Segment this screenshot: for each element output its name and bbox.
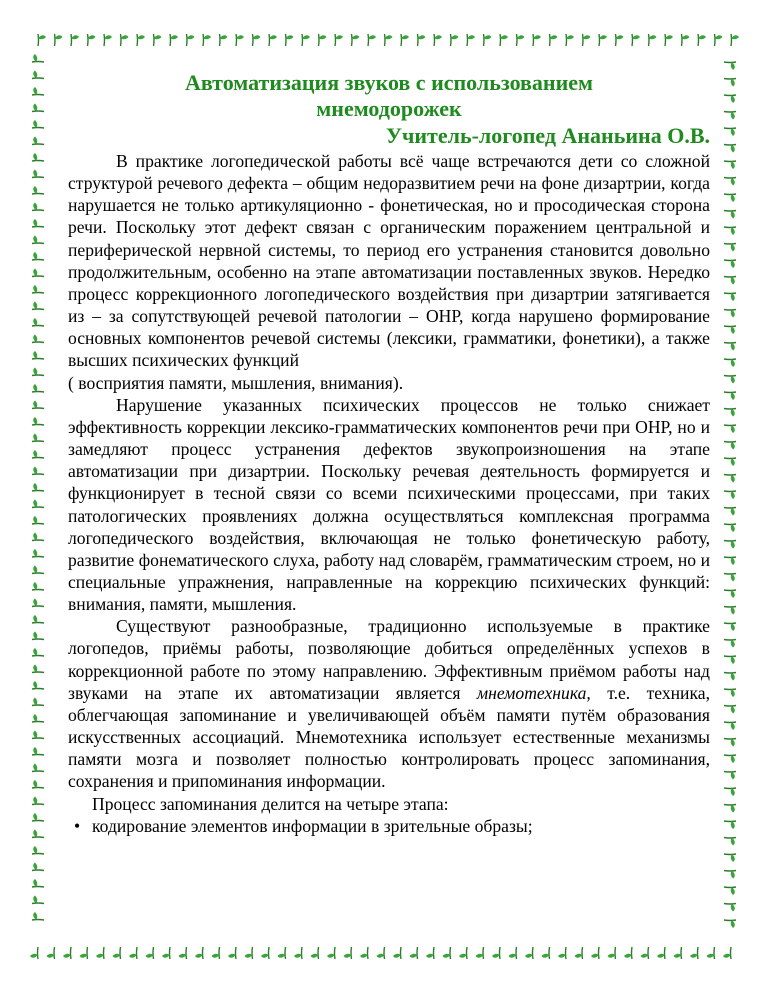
- leaf-icon: [401, 34, 409, 46]
- leaf-icon: [724, 260, 736, 268]
- leaf-icon: [724, 673, 736, 681]
- bullet-marker: •: [74, 815, 81, 836]
- leaf-icon: [724, 409, 736, 417]
- leaf-icon: [352, 34, 360, 46]
- leaf-icon: [32, 797, 44, 805]
- leaf-icon: [203, 34, 211, 46]
- leaf-icon: [302, 34, 310, 46]
- leaf-icon: [724, 788, 736, 796]
- leaf-icon: [32, 186, 44, 194]
- leaf-icon: [104, 34, 112, 46]
- leaf-icon: [32, 219, 44, 227]
- leaf-icon: [32, 516, 44, 524]
- leaf-icon: [724, 475, 736, 483]
- leaf-icon: [724, 871, 736, 879]
- leaf-icon: [32, 549, 44, 557]
- leaf-icon: [32, 120, 44, 128]
- paragraph-1-continuation: ( восприятия памяти, мышления, внимания).: [68, 372, 404, 393]
- document-body: [68, 70, 710, 837]
- leaf-icon: [32, 137, 44, 145]
- leaf-icon: [32, 104, 44, 112]
- leaf-icon: [32, 912, 44, 920]
- leaf-icon: [724, 112, 736, 120]
- leaf-icon: [368, 34, 376, 46]
- leaf-icon: [426, 947, 434, 959]
- leaf-icon: [492, 947, 500, 959]
- leaf-icon: [724, 656, 736, 664]
- leaf-icon: [113, 947, 121, 959]
- leaf-icon: [32, 500, 44, 508]
- leaf-icon: [187, 34, 195, 46]
- leaf-icon: [47, 947, 55, 959]
- leaf-icon: [724, 62, 736, 70]
- leaf-icon: [724, 442, 736, 450]
- leaf-icon: [575, 947, 583, 959]
- leaf-icon: [724, 491, 736, 499]
- leaf-icon: [32, 417, 44, 425]
- leaf-icon: [32, 302, 44, 310]
- leaf-icon: [129, 947, 137, 959]
- leaf-icon: [724, 623, 736, 631]
- leaf-icon: [724, 95, 736, 103]
- leaf-icon: [509, 947, 517, 959]
- leaf-icon: [724, 161, 736, 169]
- term-mnemotechnics: мнемотехника,: [476, 682, 591, 703]
- leaf-icon: [724, 689, 736, 697]
- paragraph-4: Процесс запоминания делится на четыре этапа:: [92, 793, 449, 814]
- leaf-icon: [724, 293, 736, 301]
- leaf-icon: [32, 582, 44, 590]
- list-item: [68, 815, 710, 837]
- leaf-icon: [682, 34, 690, 46]
- leaf-icon: [608, 947, 616, 959]
- leaf-icon: [32, 599, 44, 607]
- leaf-icon: [32, 467, 44, 475]
- leaf-icon: [32, 830, 44, 838]
- leaf-icon: [385, 34, 393, 46]
- leaf-icon: [724, 640, 736, 648]
- leaf-icon: [32, 285, 44, 293]
- leaf-icon: [253, 34, 261, 46]
- leaf-icon: [724, 277, 736, 285]
- leaf-icon: [731, 34, 739, 46]
- leaf-icon: [434, 34, 442, 46]
- leaf-icon: [96, 947, 104, 959]
- leaf-icon: [724, 904, 736, 912]
- leaf-icon: [715, 34, 723, 46]
- leaf-icon: [566, 34, 574, 46]
- leaf-icon: [32, 236, 44, 244]
- leaf-icon: [724, 739, 736, 747]
- leaf-icon: [624, 947, 632, 959]
- leaf-icon: [32, 384, 44, 392]
- leaf-icon: [724, 887, 736, 895]
- leaf-icon: [32, 87, 44, 95]
- leaf-icon: [32, 170, 44, 178]
- leaf-icon: [377, 947, 385, 959]
- leaf-icon: [724, 343, 736, 351]
- leaf-icon: [32, 203, 44, 211]
- leaf-icon: [467, 34, 475, 46]
- leaf-icon: [245, 947, 253, 959]
- paragraph-3-end: т.е. техника, облегчающая запоминание и увеличивающей объём памяти путём образования искусственных ассоциаций. Мнемотехника использует естественные механизмы памяти мозга и позволяет полностью контролировать процесс запоминания, сохранения и припоминания информации.: [68, 682, 710, 792]
- leaf-icon: [88, 34, 96, 46]
- leaf-icon: [32, 318, 44, 326]
- leaf-icon: [162, 947, 170, 959]
- author-line: Учитель-логопед Ананьина О.В.: [385, 123, 710, 148]
- leaf-icon: [517, 34, 525, 46]
- leaf-icon: [665, 34, 673, 46]
- leaf-icon: [476, 947, 484, 959]
- leaf-icon: [724, 805, 736, 813]
- leaf-icon: [707, 947, 715, 959]
- leaf-icon: [724, 854, 736, 862]
- leaf-icon: [212, 947, 220, 959]
- leaf-icon: [32, 615, 44, 623]
- leaf-icon: [32, 351, 44, 359]
- leaf-icon: [286, 34, 294, 46]
- leaf-icon: [724, 607, 736, 615]
- leaf-icon: [32, 632, 44, 640]
- paragraph-3: [68, 615, 710, 792]
- leaf-icon: [32, 879, 44, 887]
- leaf-icon: [319, 34, 327, 46]
- leaf-icon: [195, 947, 203, 959]
- leaf-icon: [137, 34, 145, 46]
- leaf-icon: [649, 34, 657, 46]
- leaf-icon: [724, 392, 736, 400]
- title-line-1: Автоматизация звуков с использованием: [184, 70, 594, 95]
- leaf-icon: [724, 376, 736, 384]
- leaf-icon: [459, 947, 467, 959]
- leaf-icon: [30, 947, 38, 959]
- paragraph-1: В практике логопедической работы всё чаще встречаются дети со сложной структурой речевого дефекта – общим недоразвитием речи на фоне дизартрии, когда нарушается не только артикуляционно - фонетическая, но и просодическая сторона речи. Поскольку этот дефект связан с органическим поражением центральной и периферической нервной системы, то период его устранения становится довольно продолжительным, особенно на этапе автоматизации поставленных звуков. Нередко процесс коррекционного логопедического воздействия при дизартрии затягивается из – за сопутствующей речевой патологии – ОНР, когда нарушено формирование основных компонентов речевой системы (лексики, грамматики, фонетики), а также высших психических функций: [68, 151, 710, 371]
- leaf-icon: [616, 34, 624, 46]
- leaf-icon: [32, 648, 44, 656]
- leaf-icon: [724, 326, 736, 334]
- leaf-icon: [311, 947, 319, 959]
- leaf-icon: [724, 838, 736, 846]
- leaf-icon: [278, 947, 286, 959]
- leaf-icon: [80, 947, 88, 959]
- leaf-icon: [724, 772, 736, 780]
- leaf-icon: [32, 434, 44, 442]
- leaf-icon: [32, 483, 44, 491]
- leaf-icon: [32, 252, 44, 260]
- leaf-icon: [599, 34, 607, 46]
- leaf-icon: [724, 211, 736, 219]
- leaf-icon: [327, 947, 335, 959]
- leaf-icon: [335, 34, 343, 46]
- leaf-icon: [724, 310, 736, 318]
- leaf-icon: [723, 947, 731, 959]
- leaf-icon: [32, 269, 44, 277]
- leaf-icon: [542, 947, 550, 959]
- leaf-icon: [32, 846, 44, 854]
- leaf-icon: [269, 34, 277, 46]
- leaf-icon: [724, 79, 736, 87]
- leaf-icon: [724, 508, 736, 516]
- leaf-icon: [220, 34, 228, 46]
- leaf-icon: [32, 450, 44, 458]
- leaf-icon: [418, 34, 426, 46]
- leaf-icon: [38, 34, 46, 46]
- leaf-icon: [32, 764, 44, 772]
- leaf-icon: [32, 54, 44, 62]
- leaf-icon: [261, 947, 269, 959]
- leaf-icon: [657, 947, 665, 959]
- leaf-icon: [724, 458, 736, 466]
- leaf-icon: [146, 947, 154, 959]
- leaf-icon: [393, 947, 401, 959]
- leaf-icon: [724, 755, 736, 763]
- leaf-icon: [32, 731, 44, 739]
- title-line-2: мнемодорожек: [316, 96, 462, 121]
- leaf-icon: [344, 947, 352, 959]
- leaf-icon: [294, 947, 302, 959]
- leaf-icon: [724, 590, 736, 598]
- leaf-icon: [32, 71, 44, 79]
- leaf-icon: [32, 401, 44, 409]
- list-item-text: кодирование элементов информации в зрительные образы;: [92, 815, 533, 836]
- paragraph-3-start: Существуют разнообразные, традиционно используемые в практике логопедов, приёмы работы, позволяющие добиться определённых успехов в коррекционной работе по этому направлению. Эффективным приёмом работы над звуками на этапе их автоматизации является: [68, 616, 710, 703]
- leaf-icon: [724, 359, 736, 367]
- leaf-icon: [228, 947, 236, 959]
- leaf-icon: [724, 706, 736, 714]
- leaf-icon: [724, 541, 736, 549]
- leaf-icon: [32, 813, 44, 821]
- leaf-icon: [32, 665, 44, 673]
- leaf-icon: [443, 947, 451, 959]
- leaf-icon: [500, 34, 508, 46]
- leaf-icon: [32, 566, 44, 574]
- leaf-icon: [724, 425, 736, 433]
- leaf-icon: [724, 128, 736, 136]
- leaf-icon: [724, 722, 736, 730]
- leaf-icon: [32, 368, 44, 376]
- leaf-icon: [550, 34, 558, 46]
- leaf-icon: [32, 698, 44, 706]
- leaf-icon: [32, 714, 44, 722]
- leaf-icon: [674, 947, 682, 959]
- leaf-icon: [533, 34, 541, 46]
- leaf-icon: [724, 227, 736, 235]
- leaf-icon: [236, 34, 244, 46]
- leaf-icon: [591, 947, 599, 959]
- leaf-icon: [724, 821, 736, 829]
- leaf-icon: [170, 34, 178, 46]
- leaf-icon: [724, 574, 736, 582]
- leaf-icon: [724, 244, 736, 252]
- leaf-icon: [32, 863, 44, 871]
- leaf-icon: [724, 178, 736, 186]
- leaf-icon: [360, 947, 368, 959]
- leaf-icon: [154, 34, 162, 46]
- leaf-icon: [32, 747, 44, 755]
- leaf-icon: [724, 145, 736, 153]
- leaf-icon: [32, 896, 44, 904]
- leaf-icon: [32, 153, 44, 161]
- leaf-icon: [32, 335, 44, 343]
- leaf-icon: [451, 34, 459, 46]
- leaf-icon: [179, 947, 187, 959]
- leaf-icon: [32, 780, 44, 788]
- leaf-icon: [724, 920, 736, 928]
- leaf-icon: [698, 34, 706, 46]
- leaf-icon: [484, 34, 492, 46]
- leaf-icon: [690, 947, 698, 959]
- leaf-icon: [724, 557, 736, 565]
- leaf-icon: [55, 34, 63, 46]
- leaf-icon: [583, 34, 591, 46]
- leaf-icon: [724, 524, 736, 532]
- leaf-icon: [32, 533, 44, 541]
- leaf-icon: [724, 194, 736, 202]
- leaf-icon: [121, 34, 129, 46]
- leaf-icon: [410, 947, 418, 959]
- leaf-icon: [71, 34, 79, 46]
- leaf-icon: [32, 681, 44, 689]
- leaf-icon: [63, 947, 71, 959]
- leaf-icon: [525, 947, 533, 959]
- leaf-icon: [558, 947, 566, 959]
- paragraph-2: Нарушение указанных психических процессов не только снижает эффективность коррекции лексико-грамматических компонентов речи при ОНР, но и замедляют процесс устранения дефектов звукопроизношения на этапе автоматизации при дизартрии. Поскольку речевая деятельность формируется и функционирует в тесной связи со всеми психическими процессами, при таких патологических проявлениях должна осуществляться комплексная программа логопедического воздействия, включающая не только фонетическую работу, развитие фонематического слуха, работу над словарём, грамматическим строем, но и специальные упражнения, направленные на коррекцию психических функций: внимания, памяти, мышления.: [68, 394, 710, 615]
- leaf-icon: [632, 34, 640, 46]
- leaf-icon: [641, 947, 649, 959]
